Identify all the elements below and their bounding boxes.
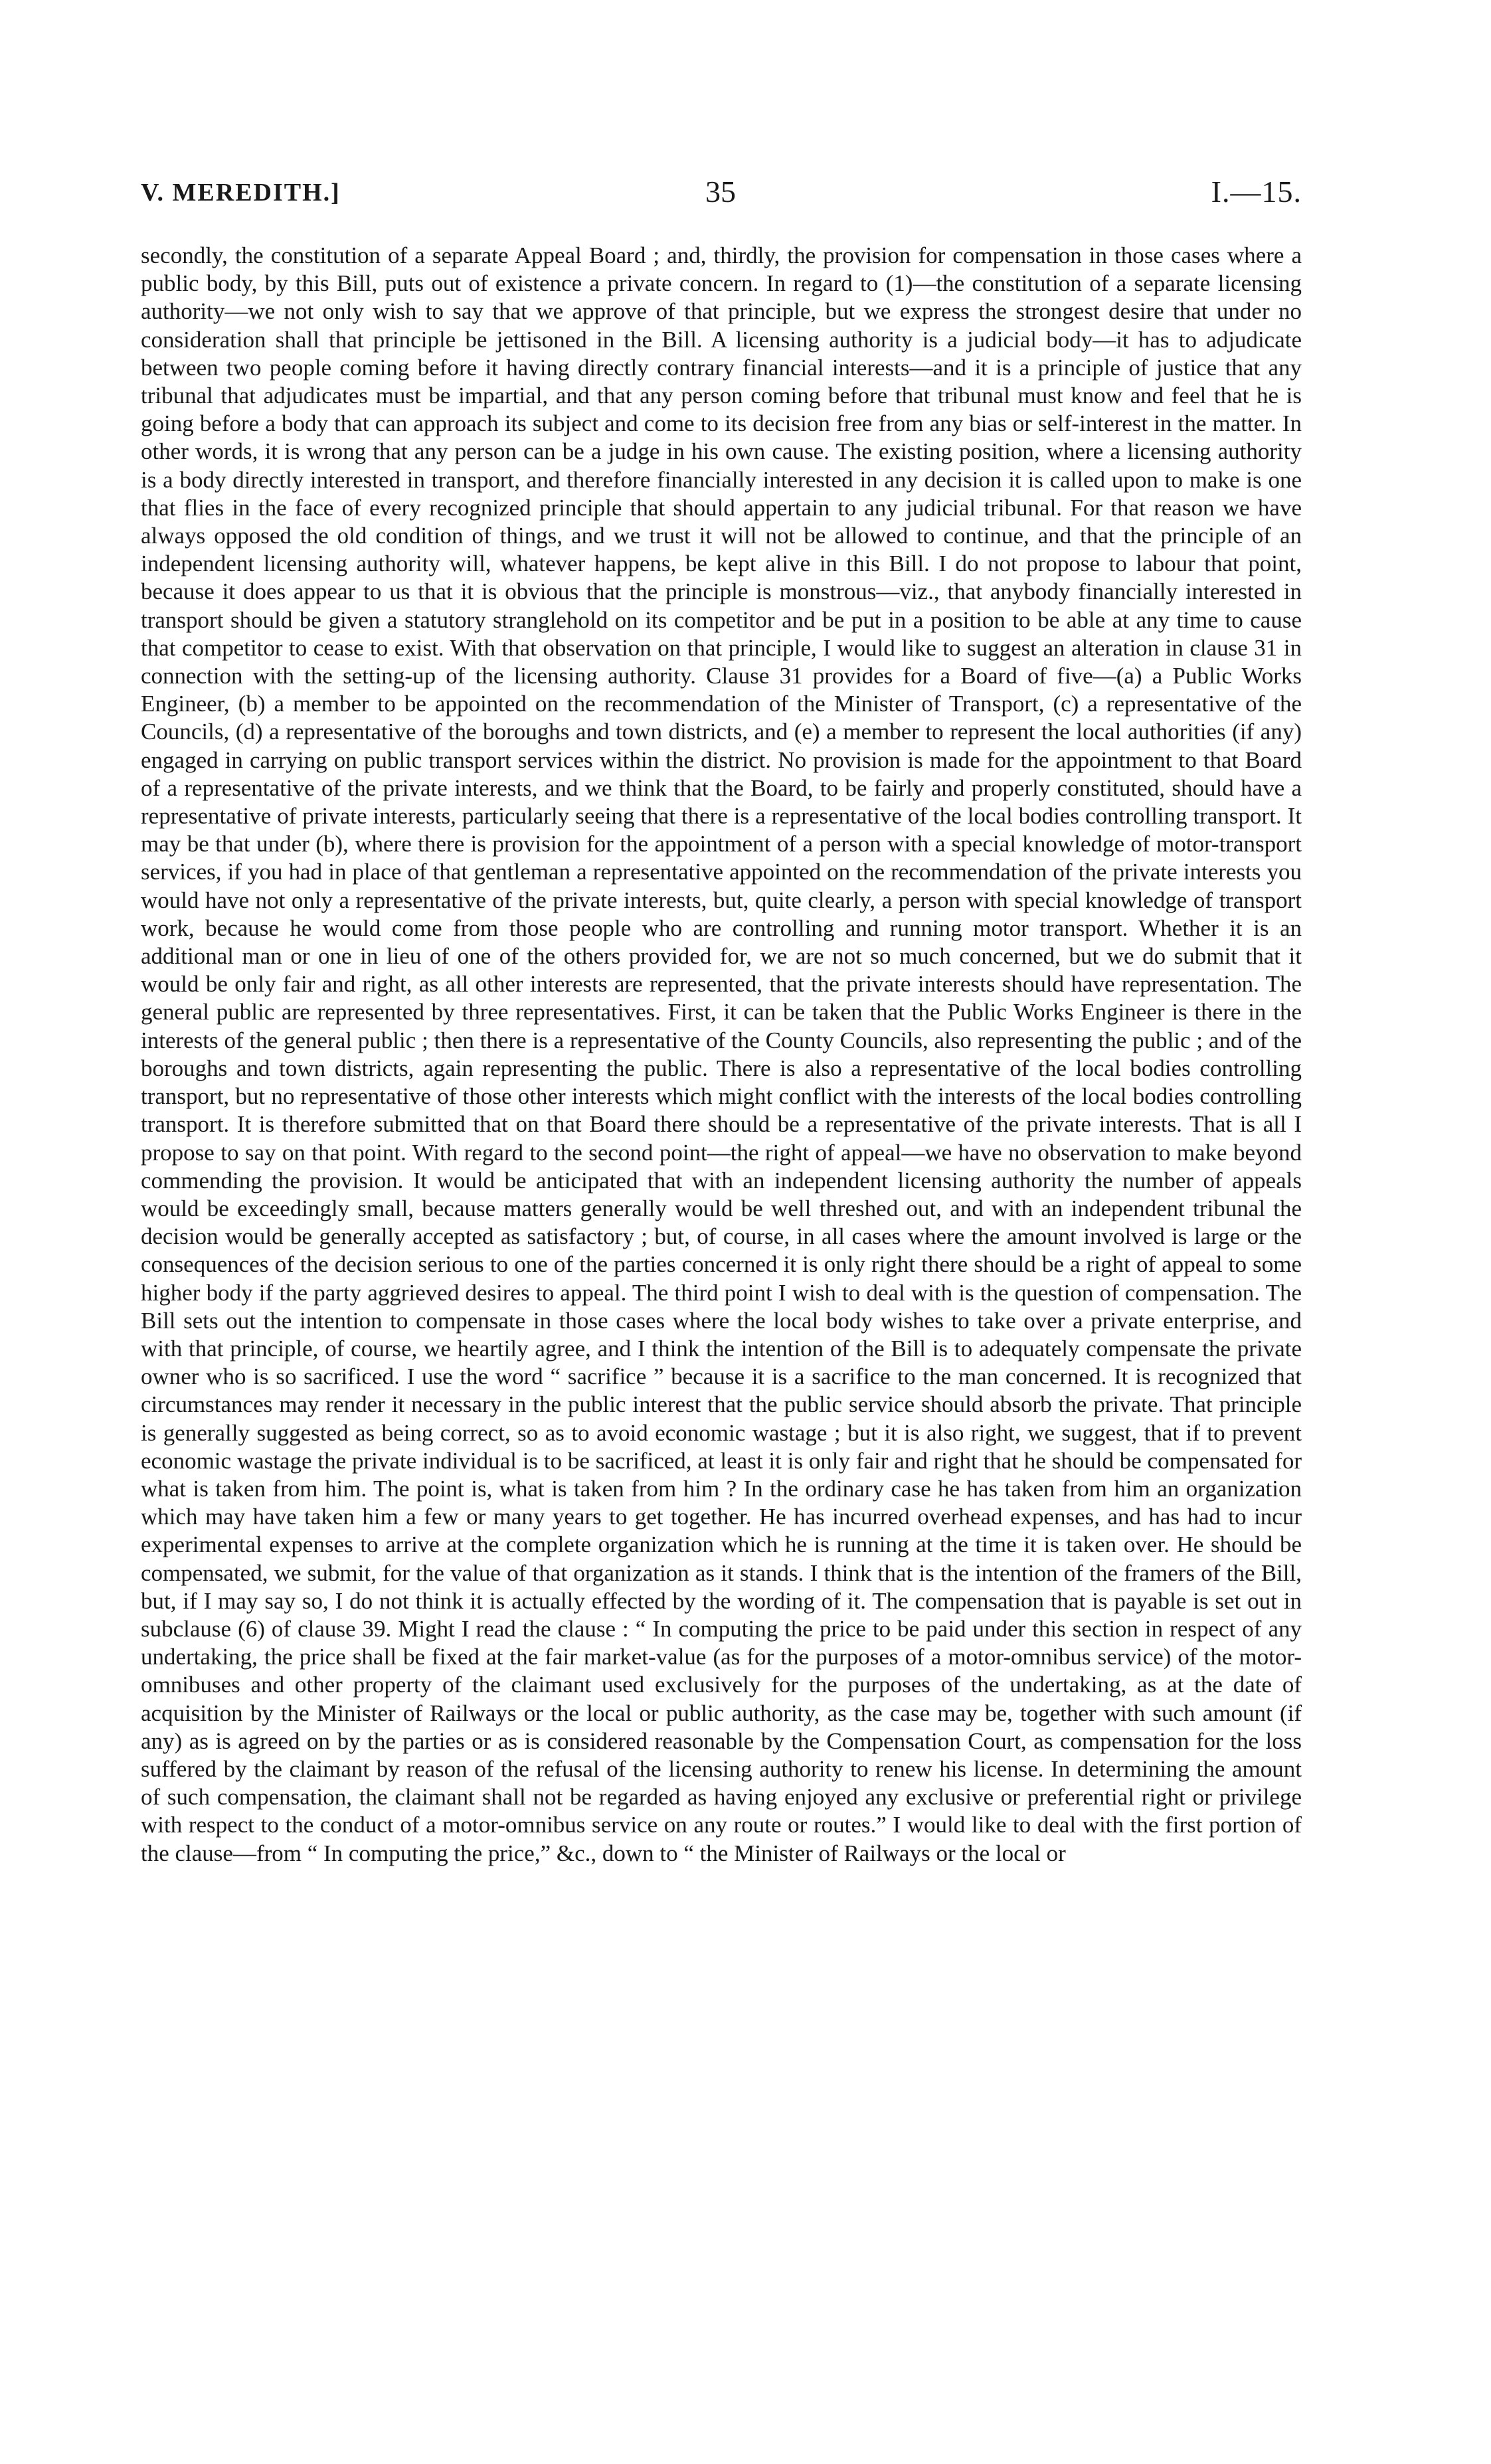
header-speaker: V. MEREDITH.]: [141, 179, 341, 207]
page-header: [141, 174, 1302, 214]
document-reference: I.—15.: [1211, 175, 1302, 209]
page-number: 35: [705, 175, 736, 209]
body-paragraph: secondly, the constitution of a separate Appeal Board ; and, thirdly, the provision for compensation in those cases where a public body, by this Bill, puts out of existence a private concern. In regard to (1)—the constitution of a separate licensing authority—we not only wish to say that we approve of that principle, but we express the strongest desire that under no consideration shall that principle be jettisoned in the Bill. A licensing authority is a judicial body—it has to adjudicate between two people coming before it having directly contrary financial interests—and it is a principle of justice that any tribunal that adjudicates must be impartial, and that any person coming before that tribunal must know and feel that he is going before a body that can approach its subject and come to its decision free from any bias or self-interest in the matter. In other words, it is wrong that any person can be a judge in his own cause. The existing position, where a licensing authority is a body directly interested in transport, and therefore financially interested in any decision it is called upon to make is one that flies in the face of every recognized principle that should appertain to any judicial tribunal. For that reason we have always opposed the old condition of things, and we trust it will not be allowed to continue, and that the principle of an independent licensing authority will, whatever happens, be kept alive in this Bill. I do not propose to labour that point, because it does appear to us that it is obvious that the principle is monstrous—viz., that anybody financially interested in transport should be given a statutory stranglehold on its competitor and be put in a position to be able at any time to cause that competitor to cease to exist. With that observation on that principle, I would like to suggest an alteration in clause 31 in connection with the setting-up of the licensing authority. Clause 31 provides for a Board of five—(a) a Public Works Engineer, (b) a member to be appointed on the recommendation of the Minister of Transport, (c) a representative of the Councils, (d) a representative of the boroughs and town districts, and (e) a member to represent the local authorities (if any) engaged in carrying on public transport services within the district. No provision is made for the appointment to that Board of a representative of the private interests, and we think that the Board, to be fairly and properly constituted, should have a representative of private interests, particularly seeing that there is a representative of the local bodies controlling transport. It may be that under (b), where there is provision for the appointment of a person with a special knowledge of motor-transport services, if you had in place of that gentleman a representative appointed on the recommendation of the private interests you would have not only a representative of the private interests, but, quite clearly, a person with special knowledge of transport work, because he would come from those people who are controlling and running motor transport. Whether it is an additional man or one in lieu of one of the others provided for, we are not so much concerned, but we do submit that it would be only fair and right, as all other interests are represented, that the private interests should have representation. The general public are represented by three representatives. First, it can be taken that the Public Works Engineer is there in the interests of the general public ; then there is a representative of the County Councils, also representing the public ; and of the boroughs and town districts, again representing the public. There is also a representative of the local bodies controlling transport, but no representative of those other interests which might conflict with the interests of the local bodies controlling transport. It is therefore submitted that on that Board there should be a representative of the private interests. That is all I propose to say on that point. With regard to the second point—the right of appeal—we have no observation to make beyond commending the provision. It would be anticipated that with an independent licensing authority the number of appeals would be exceedingly small, because matters generally would be well threshed out, and with an independent tribunal the decision would be generally accepted as satisfactory ; but, of course, in all cases where the amount involved is large or the consequences of the decision serious to one of the parties concerned it is only right there should be a right of appeal to some higher body if the party aggrieved desires to appeal. The third point I wish to deal with is the question of compensation. The Bill sets out the intention to compensate in those cases where the local body wishes to take over a private enterprise, and with that principle, of course, we heartily agree, and I think the intention of the Bill is to adequately compensate the private owner who is so sacrificed. I use the word “ sacrifice ” because it is a sacrifice to the man concerned. It is recognized that circumstances may render it necessary in the public interest that the public service should absorb the private. That principle is generally suggested as being correct, so as to avoid economic wastage ; but it is also right, we suggest, that if to prevent economic wastage the private individual is to be sacrificed, at least it is only fair and right that he should be compensated for what is taken from him. The point is, what is taken from him ? In the ordinary case he has taken from him an organization which may have taken him a few or many years to get together. He has incurred overhead expenses, and has had to incur experimental expenses to arrive at the complete organization which he is running at the time it is taken over. He should be compensated, we submit, for the value of that organization as it stands. I think that is the intention of the framers of the Bill, but, if I may say so, I do not think it is actually effected by the wording of it. The compensation that is payable is set out in subclause (6) of clause 39. Might I read the clause : “ In computing the price to be paid under this section in respect of any undertaking, the price shall be fixed at the fair market-value (as for the purposes of a motor-omnibus service) of the motor-omnibuses and other property of the claimant used exclusively for the purposes of the undertaking, as at the date of acquisition by the Minister of Railways or the local or public authority, as the case may be, together with such amount (if any) as is agreed on by the parties or as is considered reasonable by the Compensation Court, as compensation for the loss suffered by the claimant by reason of the refusal of the licensing authority to renew his license. In determining the amount of such compensation, the claimant shall not be regarded as having enjoyed any exclusive or preferential right or privilege with respect to the conduct of a motor-omnibus service on any route or routes.” I would like to deal with the first portion of the clause—from “ In computing the price,” &c., down to “ the Minister of Railways or the local or: [141, 242, 1302, 1866]
